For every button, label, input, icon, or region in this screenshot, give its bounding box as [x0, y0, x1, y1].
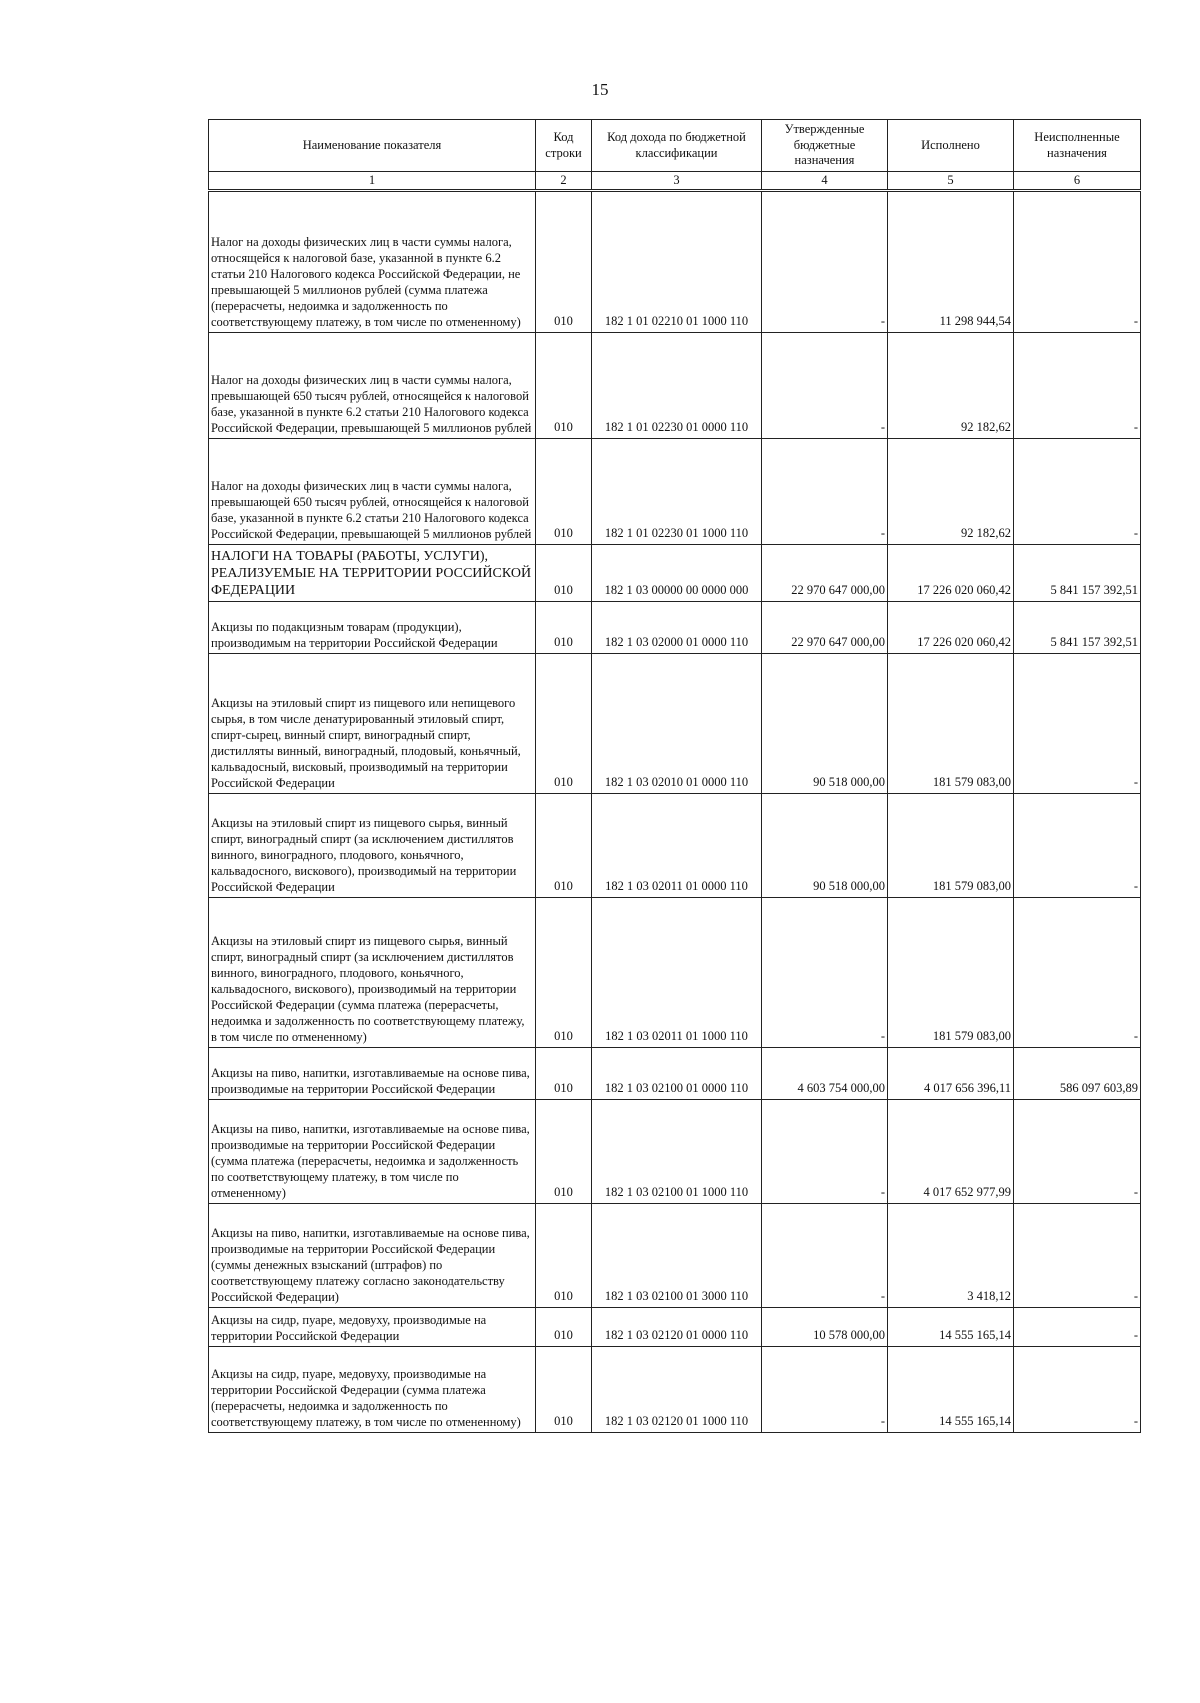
row-unexecuted: 5 841 157 392,51	[1014, 545, 1141, 602]
column-number: 6	[1014, 172, 1141, 191]
header-row-code: Код строки	[536, 120, 592, 172]
row-unexecuted: -	[1014, 1100, 1141, 1204]
table-row	[209, 545, 1141, 602]
table-row	[209, 191, 1141, 333]
row-unexecuted: 586 097 603,89	[1014, 1048, 1141, 1100]
row-approved: -	[762, 1204, 888, 1308]
row-executed: 181 579 083,00	[888, 898, 1014, 1048]
row-name: Акцизы по подакцизным товарам (продукции), производимым на территории Российской Федерации	[209, 602, 536, 654]
column-number: 3	[592, 172, 762, 191]
row-unexecuted: -	[1014, 1308, 1141, 1347]
header-name: Наименование показателя	[209, 120, 536, 172]
row-code: 010	[536, 1048, 592, 1100]
header-executed: Исполнено	[888, 120, 1014, 172]
row-executed: 92 182,62	[888, 439, 1014, 545]
column-number: 1	[209, 172, 536, 191]
table-row	[209, 602, 1141, 654]
row-executed: 14 555 165,14	[888, 1308, 1014, 1347]
row-approved: 4 603 754 000,00	[762, 1048, 888, 1100]
column-number-row	[209, 172, 1141, 191]
row-code: 010	[536, 1204, 592, 1308]
row-name: Акцизы на этиловый спирт из пищевого или непищевого сырья, в том числе денатурированный этиловый спирт, спирт-сырец, винный спирт, виноградный спирт, дистилляты винный, виноградный, плодовый, коньячный, кальвадосный, висковый, производимый на территории Российской Федерации	[209, 654, 536, 794]
row-unexecuted: -	[1014, 191, 1141, 333]
row-name: Налог на доходы физических лиц в части суммы налога, относящейся к налоговой базе, указанной в пункте 6.2 статьи 210 Налогового кодекса Российской Федерации, не превышающей 5 миллионов рублей (сумма платежа (перерасчеты, недоимка и задолженность по соответствующему платежу, в том числе по отмененному)	[209, 191, 536, 333]
row-executed: 11 298 944,54	[888, 191, 1014, 333]
row-code: 010	[536, 191, 592, 333]
column-number: 5	[888, 172, 1014, 191]
row-bk-code: 182 1 01 02230 01 0000 110	[592, 333, 762, 439]
header-bk-code: Код дохода по бюджетной классификации	[592, 120, 762, 172]
row-name: Акцизы на этиловый спирт из пищевого сырья, винный спирт, виноградный спирт (за исключением дистиллятов винного, виноградного, плодового, коньячного, кальвадосного, вискового), производимый на территории Российской Федерации (сумма платежа (перерасчеты, недоимка и задолженность по соответствующему платежу, в том числе по отмененному)	[209, 898, 536, 1048]
row-name: НАЛОГИ НА ТОВАРЫ (РАБОТЫ, УСЛУГИ), РЕАЛИЗУЕМЫЕ НА ТЕРРИТОРИИ РОССИЙСКОЙ ФЕДЕРАЦИИ	[209, 545, 536, 602]
row-name: Акцизы на сидр, пуаре, медовуху, производимые на территории Российской Федерации	[209, 1308, 536, 1347]
row-bk-code: 182 1 03 02120 01 1000 110	[592, 1347, 762, 1433]
row-approved: 90 518 000,00	[762, 794, 888, 898]
row-executed: 3 418,12	[888, 1204, 1014, 1308]
table-row	[209, 794, 1141, 898]
table-row	[209, 654, 1141, 794]
row-approved: -	[762, 898, 888, 1048]
row-bk-code: 182 1 03 02000 01 0000 110	[592, 602, 762, 654]
row-executed: 92 182,62	[888, 333, 1014, 439]
row-name: Акцизы на сидр, пуаре, медовуху, производимые на территории Российской Федерации (сумма платежа (перерасчеты, недоимка и задолженность по соответствующему платежу, в том числе по отмененному)	[209, 1347, 536, 1433]
row-bk-code: 182 1 03 02011 01 1000 110	[592, 898, 762, 1048]
row-executed: 17 226 020 060,42	[888, 602, 1014, 654]
row-approved: -	[762, 1347, 888, 1433]
budget-execution-table	[208, 119, 1141, 1433]
row-bk-code: 182 1 03 02010 01 0000 110	[592, 654, 762, 794]
row-unexecuted: -	[1014, 794, 1141, 898]
row-code: 010	[536, 1347, 592, 1433]
row-executed: 14 555 165,14	[888, 1347, 1014, 1433]
row-unexecuted: -	[1014, 333, 1141, 439]
row-name: Акцизы на пиво, напитки, изготавливаемые на основе пива, производимые на территории Российской Федерации (сумма платежа (перерасчеты, недоимка и задолженность по соответствующему платежу, в том числе по отмененному)	[209, 1100, 536, 1204]
row-name: Акцизы на пиво, напитки, изготавливаемые на основе пива, производимые на территории Российской Федерации (суммы денежных взысканий (штрафов) по соответствующему платежу согласно законодательству Российской Федерации)	[209, 1204, 536, 1308]
row-name: Акцизы на пиво, напитки, изготавливаемые на основе пива, производимые на территории Российской Федерации	[209, 1048, 536, 1100]
row-bk-code: 182 1 03 02100 01 0000 110	[592, 1048, 762, 1100]
page-number: 15	[591, 80, 609, 99]
row-code: 010	[536, 545, 592, 602]
row-code: 010	[536, 439, 592, 545]
header-approved: Утвержденные бюджетные назначения	[762, 120, 888, 172]
row-name: Налог на доходы физических лиц в части суммы налога, превышающей 650 тысяч рублей, относящейся к налоговой базе, указанной в пункте 6.2 статьи 210 Налогового кодекса Российской Федерации, превышающей 5 миллионов рублей	[209, 439, 536, 545]
row-bk-code: 182 1 01 02230 01 1000 110	[592, 439, 762, 545]
column-number: 4	[762, 172, 888, 191]
row-name: Акцизы на этиловый спирт из пищевого сырья, винный спирт, виноградный спирт (за исключением дистиллятов винного, виноградного, плодового, коньячного, кальвадосного, вискового), производимый на территории Российской Федерации	[209, 794, 536, 898]
row-bk-code: 182 1 03 00000 00 0000 000	[592, 545, 762, 602]
row-approved: -	[762, 439, 888, 545]
row-code: 010	[536, 1100, 592, 1204]
row-code: 010	[536, 1308, 592, 1347]
table-row	[209, 1308, 1141, 1347]
header-unexecuted: Неисполненные назначения	[1014, 120, 1141, 172]
row-approved: -	[762, 333, 888, 439]
row-unexecuted: -	[1014, 898, 1141, 1048]
row-executed: 181 579 083,00	[888, 654, 1014, 794]
row-approved: 10 578 000,00	[762, 1308, 888, 1347]
table-row	[209, 1048, 1141, 1100]
table-body	[209, 191, 1141, 1433]
row-name: Налог на доходы физических лиц в части суммы налога, превышающей 650 тысяч рублей, относящейся к налоговой базе, указанной в пункте 6.2 статьи 210 Налогового кодекса Российской Федерации, превышающей 5 миллионов рублей	[209, 333, 536, 439]
row-approved: 22 970 647 000,00	[762, 545, 888, 602]
row-executed: 181 579 083,00	[888, 794, 1014, 898]
row-approved: -	[762, 191, 888, 333]
row-executed: 17 226 020 060,42	[888, 545, 1014, 602]
table-row	[209, 439, 1141, 545]
row-unexecuted: -	[1014, 1347, 1141, 1433]
row-unexecuted: -	[1014, 654, 1141, 794]
table-row	[209, 1347, 1141, 1433]
row-code: 010	[536, 898, 592, 1048]
row-code: 010	[536, 654, 592, 794]
row-unexecuted: 5 841 157 392,51	[1014, 602, 1141, 654]
table-row	[209, 1100, 1141, 1204]
row-code: 010	[536, 794, 592, 898]
header-row	[209, 120, 1141, 172]
table-row	[209, 898, 1141, 1048]
row-approved: -	[762, 1100, 888, 1204]
row-executed: 4 017 656 396,11	[888, 1048, 1014, 1100]
row-approved: 22 970 647 000,00	[762, 602, 888, 654]
column-number: 2	[536, 172, 592, 191]
row-code: 010	[536, 333, 592, 439]
row-bk-code: 182 1 01 02210 01 1000 110	[592, 191, 762, 333]
row-unexecuted: -	[1014, 439, 1141, 545]
row-bk-code: 182 1 03 02100 01 1000 110	[592, 1100, 762, 1204]
row-approved: 90 518 000,00	[762, 654, 888, 794]
table-row	[209, 333, 1141, 439]
row-code: 010	[536, 602, 592, 654]
row-unexecuted: -	[1014, 1204, 1141, 1308]
row-bk-code: 182 1 03 02011 01 0000 110	[592, 794, 762, 898]
table-row	[209, 1204, 1141, 1308]
row-bk-code: 182 1 03 02120 01 0000 110	[592, 1308, 762, 1347]
row-bk-code: 182 1 03 02100 01 3000 110	[592, 1204, 762, 1308]
row-executed: 4 017 652 977,99	[888, 1100, 1014, 1204]
